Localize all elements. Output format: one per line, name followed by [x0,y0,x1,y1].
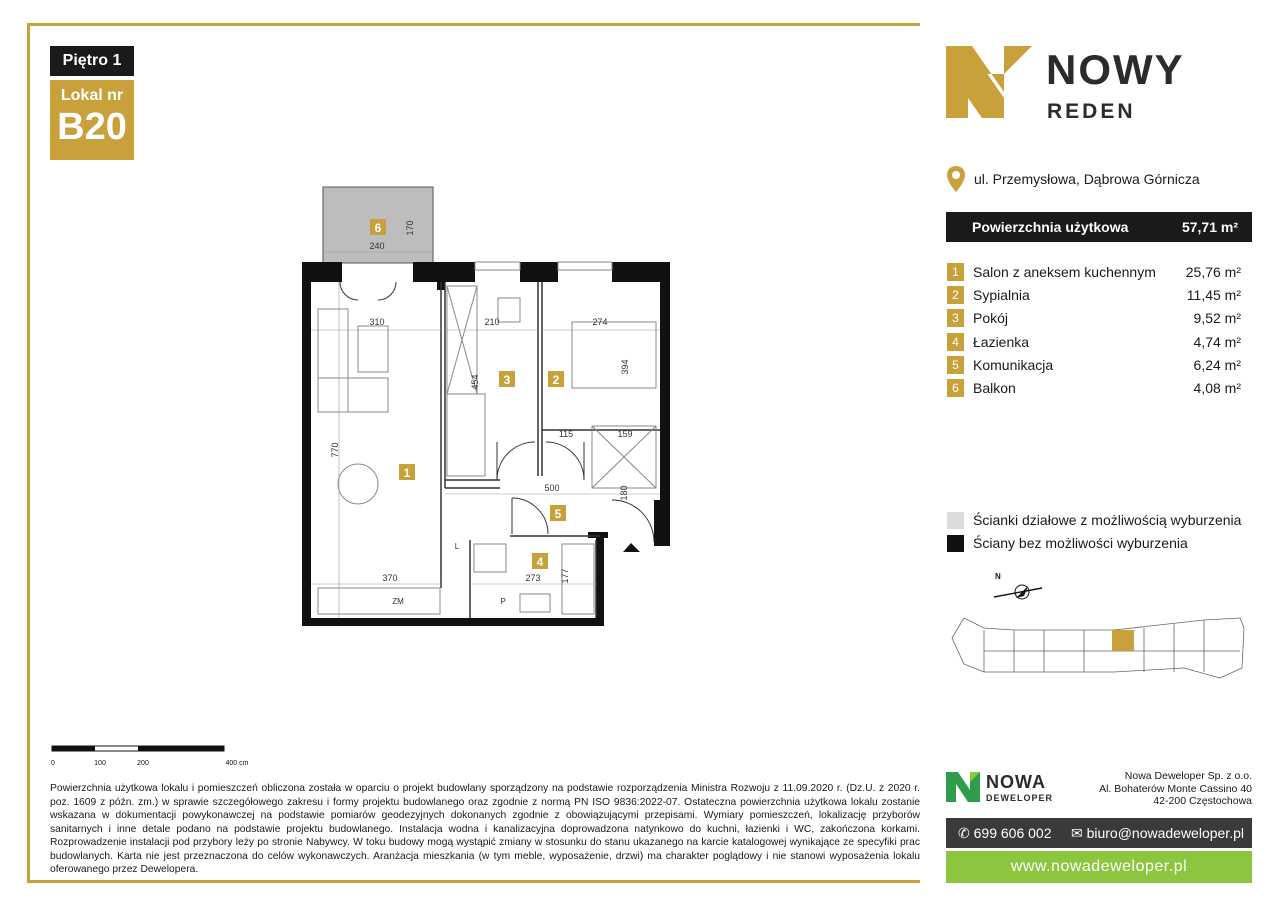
floor-plan [280,180,700,640]
plan-room-6: 6 [374,221,382,235]
plan-room-3: 3 [503,373,511,387]
room-name: Pokój [973,310,1009,327]
room-number: 5 [947,356,964,374]
dev-logo-line1: NOWA [986,772,1046,792]
compass-icon [994,585,1042,599]
dim-label: 370 [382,573,398,583]
dim-label: 177 [560,568,570,584]
dim-label: 454 [470,374,480,390]
room-row [946,355,1246,378]
room-area: 25,76 m² [1185,264,1241,280]
scale-tick: 400 cm [225,760,249,767]
room-row [946,308,1246,331]
room-number: 6 [947,379,964,397]
usable-area-value: 57,71 m² [1181,219,1238,235]
dim-label: 170 [405,220,415,236]
brand-line1: NOWY [1046,46,1185,93]
brand-line2: REDEN [1047,100,1136,123]
room-name: Komunikacja [973,356,1054,373]
frame-bottom-line [27,880,920,883]
company-info [1060,770,1252,808]
legend-swatch-light [947,512,964,529]
dim-label: 240 [369,241,385,251]
compass-n-label: N [995,572,1001,581]
unit-number: B20 [57,106,127,148]
legend-row [946,510,1256,533]
room-name: Salon z aneksem kuchennym [973,264,1156,280]
room-number: 2 [947,286,964,304]
plan-room-4: 4 [536,555,544,569]
room-number: 4 [947,333,964,351]
room-row [946,262,1246,285]
room-name: Łazienka [973,333,1030,350]
email-link[interactable] [1071,825,1244,842]
room-area: 6,24 m² [1193,356,1241,373]
dim-label: 210 [484,317,500,327]
frame-left-line [27,23,30,883]
disclaimer-text: Powierzchnia użytkowa lokalu i pomieszczeń obliczona została w oparciu o projekt budowlany sporządzony na podstawie rozporządzenia Ministra Rozwoju z 11.09.2020 r. (Dz.U. z 2020 r. poz. 1609 z późn. zm.) w sprawie szczegółowego zakresu i formy projektu budowlanego oraz zgodnie z normą PN ISO 9836:2022-07. Ostateczna powierzchnia użytkowa lokalu zostanie wskazana w dokumentacji powykonawczej na podstawie pomiarów geodezyjnych dokonanych zgodnie z obowiązującymi przepisami. Wymiary pomieszczeń, lokalizację przyborów sanitarnych i inne detale podano na podstawie projektu budowlanego. Instalacja wodna i kanalizacyjna doprowadzona natynkowo do kuchni, łazienki i WC, zakończona korkami. Rozprowadzenie instalacji pod przybory leży po stronie Nabywcy. W toku budowy mogą wystąpić zmiany w stosunku do stanu ukazanego na karcie katalogowej wynikające ze specyfiki prac budowlanych. Karta nie jest przeznaczona do celów wykonawczych. Aranżacja mieszkania (w tym meble, wyposażenie, drzwi) ma charakter poglądowy i nie stanowi wyposażenia lokalu oferowanego przez Dewelopera. [50,783,920,875]
dev-logo-line2: DEWELOPER [986,793,1054,803]
scale-tick: 200 [137,760,149,767]
dim-label: 274 [592,317,608,327]
dim-label: 115 [558,429,574,439]
fixture-label: P [500,597,506,606]
frame-top-line [27,23,920,26]
phone-number: 699 606 002 [973,825,1052,841]
rooms-list [946,262,1246,401]
site-plan [944,568,1254,688]
usable-area-bar [946,212,1252,242]
dim-label: 394 [620,359,630,375]
building-outline [952,618,1244,678]
room-row [946,378,1246,401]
unit-tag [50,80,134,160]
nowa-deweloper-logo [946,768,1076,808]
scale-bar [50,744,249,768]
nowy-reden-logo [946,44,1246,124]
envelope-icon: ✉ [1070,825,1083,841]
furniture [318,286,656,614]
website-link[interactable]: www.nowadeweloper.pl [946,851,1252,883]
usable-area-label: Powierzchnia użytkowa [972,219,1129,235]
fixture-label: L [454,542,460,551]
location-pin-icon [946,164,966,194]
plan-room-1: 1 [403,466,411,480]
room-number: 1 [947,263,964,281]
dim-label: 770 [330,442,340,458]
room-number: 3 [947,309,964,327]
legend-row [946,533,1256,556]
dim-label: 500 [544,483,560,493]
legend-label: Ścianki działowe z możliwością wyburzenia [973,512,1242,528]
entrance-arrow-icon [623,543,640,552]
dim-label: 159 [617,429,633,439]
phone-link[interactable] [958,825,1051,842]
plan-room-5: 5 [554,507,562,521]
fixture-label: ZM [392,597,404,606]
scale-tick: 0 [51,760,55,767]
contact-bar [946,818,1252,848]
legend-label: Ściany bez możliwości wyburzenia [973,535,1188,551]
legend-swatch-dark [947,535,964,552]
room-area: 4,08 m² [1193,379,1241,396]
unit-label: Lokal nr [60,87,124,104]
floor-tag: Piętro 1 [50,46,134,76]
room-row [946,332,1246,355]
room-name: Sypialnia [973,287,1030,304]
email-address: biuro@nowadeweloper.pl [1086,825,1244,841]
room-row [946,285,1246,308]
dim-label: 310 [369,317,385,327]
wall-legend [946,510,1256,556]
scale-tick: 100 [94,760,106,767]
room-area: 4,74 m² [1193,333,1241,350]
room-area: 9,52 m² [1193,310,1241,327]
company-street: Al. Bohaterów Monte Cassino 40 [1099,782,1252,795]
phone-icon: ✆ [958,825,970,841]
address: ul. Przemysłowa, Dąbrowa Górnicza [974,171,1200,187]
plan-room-2: 2 [552,373,560,387]
unit-location-marker [1112,630,1134,651]
dim-label: 273 [525,573,541,583]
company-city: 42-200 Częstochowa [1153,795,1252,807]
room-name: Balkon [973,379,1016,396]
dim-label: 180 [619,485,629,501]
company-name: Nowa Deweloper Sp. z o.o. [1124,770,1252,782]
room-area: 11,45 m² [1186,287,1241,304]
